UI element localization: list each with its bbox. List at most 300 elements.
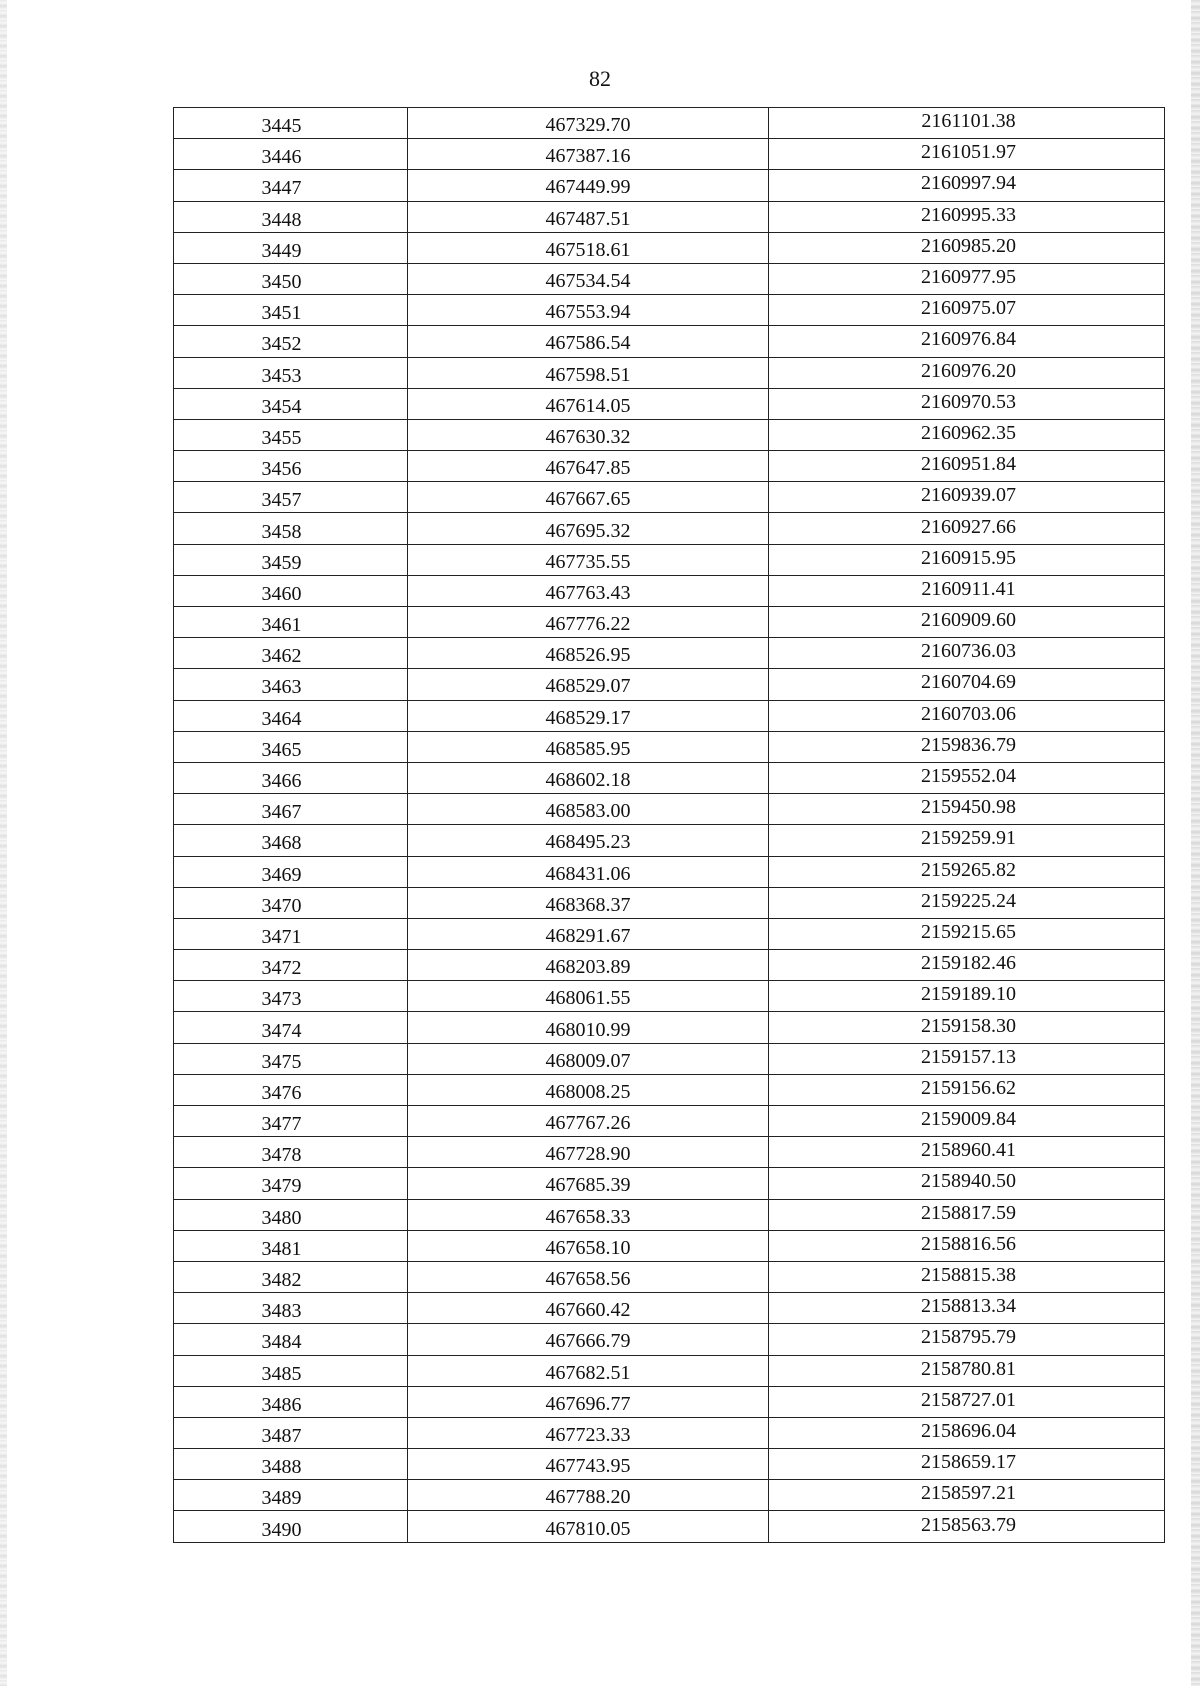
point-id-cell-text: 3464 [261, 707, 302, 730]
y-coordinate-cell-text: 2159189.10 [921, 983, 1016, 1006]
point-id-cell-text: 3462 [261, 645, 302, 668]
y-coordinate-cell-text: 2159259.91 [921, 827, 1016, 850]
table-row [174, 108, 1165, 139]
y-coordinate-cell [769, 918, 1165, 949]
x-coordinate-cell-text: 467788.20 [545, 1486, 631, 1509]
x-coordinate-cell [408, 263, 769, 294]
table-row [174, 887, 1165, 918]
x-coordinate-cell [408, 794, 769, 825]
y-coordinate-cell-text: 2159158.30 [921, 1014, 1016, 1037]
point-id-cell-text: 3474 [261, 1019, 302, 1042]
point-id-cell-text: 3458 [261, 520, 302, 543]
point-id-cell [174, 825, 408, 856]
y-coordinate-cell-text: 2160970.53 [921, 390, 1016, 413]
point-id-cell-text: 3472 [261, 957, 302, 980]
table-row [174, 1261, 1165, 1292]
y-coordinate-cell [769, 482, 1165, 513]
y-coordinate-cell-text: 2160997.94 [921, 172, 1016, 195]
y-coordinate-cell [769, 1012, 1165, 1043]
point-id-cell-text: 3480 [261, 1206, 302, 1229]
point-id-cell [174, 981, 408, 1012]
x-coordinate-cell-text: 467685.39 [545, 1174, 631, 1197]
y-coordinate-cell-text: 2158563.79 [921, 1513, 1016, 1536]
x-coordinate-cell-text: 467776.22 [545, 613, 631, 636]
point-id-cell [174, 139, 408, 170]
y-coordinate-cell [769, 388, 1165, 419]
y-coordinate-cell [769, 1043, 1165, 1074]
scan-edge-left [0, 0, 7, 1686]
point-id-cell [174, 1137, 408, 1168]
x-coordinate-cell [408, 731, 769, 762]
point-id-cell-text: 3447 [261, 177, 302, 200]
table-row [174, 825, 1165, 856]
table-row [174, 918, 1165, 949]
x-coordinate-cell [408, 1199, 769, 1230]
y-coordinate-cell [769, 1355, 1165, 1386]
point-id-cell [174, 794, 408, 825]
point-id-cell-text: 3475 [261, 1050, 302, 1073]
point-id-cell [174, 232, 408, 263]
x-coordinate-cell [408, 981, 769, 1012]
y-coordinate-cell-text: 2158696.04 [921, 1419, 1016, 1442]
y-coordinate-cell-text: 2159836.79 [921, 733, 1016, 756]
x-coordinate-cell-text: 467728.90 [545, 1143, 631, 1166]
point-id-cell-text: 3470 [261, 894, 302, 917]
y-coordinate-cell-text: 2160703.06 [921, 702, 1016, 725]
point-id-cell [174, 1230, 408, 1261]
point-id-cell-text: 3479 [261, 1175, 302, 1198]
y-coordinate-cell [769, 1417, 1165, 1448]
y-coordinate-cell [769, 295, 1165, 326]
y-coordinate-cell-text: 2160927.66 [921, 515, 1016, 538]
x-coordinate-cell-text: 468009.07 [545, 1049, 631, 1072]
point-id-cell [174, 1386, 408, 1417]
point-id-cell [174, 1511, 408, 1542]
y-coordinate-cell-text: 2160704.69 [921, 671, 1016, 694]
point-id-cell-text: 3485 [261, 1362, 302, 1385]
y-coordinate-cell [769, 544, 1165, 575]
point-id-cell [174, 1106, 408, 1137]
y-coordinate-cell-text: 2159009.84 [921, 1108, 1016, 1131]
table-row [174, 638, 1165, 669]
y-coordinate-cell-text: 2160915.95 [921, 546, 1016, 569]
y-coordinate-cell-text: 2158780.81 [921, 1357, 1016, 1380]
table-row [174, 1417, 1165, 1448]
x-coordinate-cell-text: 467630.32 [545, 425, 631, 448]
x-coordinate-cell [408, 170, 769, 201]
y-coordinate-cell-text: 2160736.03 [921, 640, 1016, 663]
y-coordinate-cell-text: 2158815.38 [921, 1264, 1016, 1287]
table-row [174, 1106, 1165, 1137]
y-coordinate-cell-text: 2159157.13 [921, 1045, 1016, 1068]
point-id-cell [174, 1043, 408, 1074]
table-row [174, 295, 1165, 326]
point-id-cell [174, 1355, 408, 1386]
point-id-cell [174, 1261, 408, 1292]
x-coordinate-cell [408, 201, 769, 232]
x-coordinate-cell [408, 950, 769, 981]
y-coordinate-cell [769, 887, 1165, 918]
y-coordinate-cell [769, 981, 1165, 1012]
table-row [174, 669, 1165, 700]
table-row [174, 1324, 1165, 1355]
point-id-cell [174, 887, 408, 918]
x-coordinate-cell [408, 856, 769, 887]
x-coordinate-cell-text: 467518.61 [545, 238, 631, 261]
x-coordinate-cell-text: 468529.07 [545, 675, 631, 698]
table-row [174, 1293, 1165, 1324]
x-coordinate-cell-text: 468602.18 [545, 769, 631, 792]
x-coordinate-cell [408, 607, 769, 638]
point-id-cell-text: 3457 [261, 489, 302, 512]
y-coordinate-cell [769, 607, 1165, 638]
y-coordinate-cell-text: 2158940.50 [921, 1170, 1016, 1193]
table-row [174, 1511, 1165, 1542]
y-coordinate-cell-text: 2161101.38 [921, 110, 1016, 133]
y-coordinate-cell-text: 2158795.79 [921, 1326, 1016, 1349]
x-coordinate-cell-text: 467660.42 [545, 1299, 631, 1322]
table-row [174, 700, 1165, 731]
table-row [174, 794, 1165, 825]
x-coordinate-cell [408, 482, 769, 513]
point-id-cell [174, 108, 408, 139]
y-coordinate-cell [769, 139, 1165, 170]
x-coordinate-cell [408, 1043, 769, 1074]
y-coordinate-cell [769, 1261, 1165, 1292]
x-coordinate-cell [408, 295, 769, 326]
table-row [174, 482, 1165, 513]
table-row [174, 201, 1165, 232]
y-coordinate-cell [769, 1511, 1165, 1542]
y-coordinate-cell-text: 2159265.82 [921, 858, 1016, 881]
x-coordinate-cell [408, 1230, 769, 1261]
point-id-cell-text: 3489 [261, 1487, 302, 1510]
y-coordinate-cell [769, 357, 1165, 388]
x-coordinate-cell [408, 762, 769, 793]
x-coordinate-cell-text: 468529.17 [545, 706, 631, 729]
point-id-cell [174, 575, 408, 606]
y-coordinate-cell-text: 2159225.24 [921, 889, 1016, 912]
x-coordinate-cell-text: 467767.26 [545, 1112, 631, 1135]
point-id-cell-text: 3477 [261, 1113, 302, 1136]
point-id-cell [174, 1199, 408, 1230]
point-id-cell [174, 388, 408, 419]
point-id-cell-text: 3467 [261, 801, 302, 824]
point-id-cell-text: 3487 [261, 1424, 302, 1447]
point-id-cell [174, 762, 408, 793]
y-coordinate-cell [769, 1230, 1165, 1261]
point-id-cell [174, 544, 408, 575]
point-id-cell-text: 3469 [261, 863, 302, 886]
point-id-cell-text: 3465 [261, 738, 302, 761]
x-coordinate-cell-text: 468203.89 [545, 956, 631, 979]
x-coordinate-cell [408, 887, 769, 918]
table-row [174, 1480, 1165, 1511]
table-row [174, 513, 1165, 544]
x-coordinate-cell-text: 468526.95 [545, 644, 631, 667]
table-row [174, 357, 1165, 388]
x-coordinate-cell-text: 467387.16 [545, 145, 631, 168]
point-id-cell [174, 1417, 408, 1448]
table-row [174, 1043, 1165, 1074]
point-id-cell-text: 3473 [261, 988, 302, 1011]
x-coordinate-cell-text: 468495.23 [545, 831, 631, 854]
x-coordinate-cell [408, 1449, 769, 1480]
table-row [174, 1355, 1165, 1386]
point-id-cell [174, 1074, 408, 1105]
x-coordinate-cell-text: 467723.33 [545, 1423, 631, 1446]
y-coordinate-cell [769, 108, 1165, 139]
x-coordinate-cell-text: 467329.70 [545, 114, 631, 137]
scan-edge-right [1191, 0, 1200, 1686]
table-row [174, 451, 1165, 482]
y-coordinate-cell-text: 2158817.59 [921, 1201, 1016, 1224]
table-row [174, 1168, 1165, 1199]
point-id-cell-text: 3483 [261, 1300, 302, 1323]
x-coordinate-cell-text: 467449.99 [545, 176, 631, 199]
y-coordinate-cell [769, 1324, 1165, 1355]
x-coordinate-cell-text: 467586.54 [545, 332, 631, 355]
point-id-cell-text: 3449 [261, 239, 302, 262]
x-coordinate-cell [408, 1324, 769, 1355]
page-number: 82 [589, 66, 611, 91]
y-coordinate-cell-text: 2161051.97 [921, 141, 1016, 164]
x-coordinate-cell [408, 575, 769, 606]
x-coordinate-cell [408, 326, 769, 357]
x-coordinate-cell-text: 467743.95 [545, 1455, 631, 1478]
point-id-cell [174, 326, 408, 357]
x-coordinate-cell [408, 1106, 769, 1137]
point-id-cell [174, 731, 408, 762]
x-coordinate-cell [408, 638, 769, 669]
point-id-cell-text: 3486 [261, 1393, 302, 1416]
point-id-cell [174, 1480, 408, 1511]
y-coordinate-cell-text: 2160995.33 [921, 203, 1016, 226]
x-coordinate-cell-text: 468431.06 [545, 862, 631, 885]
y-coordinate-cell-text: 2159450.98 [921, 796, 1016, 819]
x-coordinate-cell [408, 669, 769, 700]
point-id-cell [174, 607, 408, 638]
x-coordinate-cell [408, 1355, 769, 1386]
y-coordinate-cell [769, 731, 1165, 762]
x-coordinate-cell [408, 544, 769, 575]
point-id-cell-text: 3466 [261, 770, 302, 793]
table-row [174, 1074, 1165, 1105]
y-coordinate-cell-text: 2160909.60 [921, 609, 1016, 632]
y-coordinate-cell-text: 2160951.84 [921, 453, 1016, 476]
point-id-cell-text: 3445 [261, 115, 302, 138]
y-coordinate-cell [769, 856, 1165, 887]
y-coordinate-cell [769, 513, 1165, 544]
y-coordinate-cell [769, 170, 1165, 201]
point-id-cell-text: 3452 [261, 333, 302, 356]
x-coordinate-cell-text: 467614.05 [545, 394, 631, 417]
y-coordinate-cell-text: 2159156.62 [921, 1076, 1016, 1099]
x-coordinate-cell-text: 467667.65 [545, 488, 631, 511]
y-coordinate-cell-text: 2160911.41 [921, 577, 1016, 600]
point-id-cell-text: 3454 [261, 395, 302, 418]
y-coordinate-cell-text: 2158659.17 [921, 1451, 1016, 1474]
point-id-cell [174, 1449, 408, 1480]
point-id-cell-text: 3484 [261, 1331, 302, 1354]
x-coordinate-cell-text: 467647.85 [545, 457, 631, 480]
table-row [174, 1449, 1165, 1480]
point-id-cell [174, 1168, 408, 1199]
x-coordinate-cell-text: 467658.56 [545, 1268, 631, 1291]
y-coordinate-cell [769, 232, 1165, 263]
y-coordinate-cell-text: 2159552.04 [921, 765, 1016, 788]
table-row [174, 1199, 1165, 1230]
y-coordinate-cell [769, 1449, 1165, 1480]
x-coordinate-cell-text: 468585.95 [545, 737, 631, 760]
table-row [174, 575, 1165, 606]
table-row [174, 544, 1165, 575]
table-row [174, 388, 1165, 419]
x-coordinate-cell-text: 467487.51 [545, 207, 631, 230]
table-row [174, 419, 1165, 450]
point-id-cell [174, 638, 408, 669]
x-coordinate-cell [408, 108, 769, 139]
x-coordinate-cell-text: 467666.79 [545, 1330, 631, 1353]
x-coordinate-cell [408, 513, 769, 544]
y-coordinate-cell-text: 2159215.65 [921, 920, 1016, 943]
point-id-cell-text: 3476 [261, 1081, 302, 1104]
point-id-cell [174, 1012, 408, 1043]
point-id-cell [174, 451, 408, 482]
x-coordinate-cell-text: 467696.77 [545, 1392, 631, 1415]
y-coordinate-cell [769, 326, 1165, 357]
x-coordinate-cell [408, 1261, 769, 1292]
point-id-cell [174, 1324, 408, 1355]
x-coordinate-cell-text: 467553.94 [545, 301, 631, 324]
y-coordinate-cell [769, 1386, 1165, 1417]
point-id-cell-text: 3446 [261, 146, 302, 169]
x-coordinate-cell [408, 1137, 769, 1168]
x-coordinate-cell-text: 467658.33 [545, 1205, 631, 1228]
table-row [174, 1137, 1165, 1168]
x-coordinate-cell-text: 468008.25 [545, 1080, 631, 1103]
point-id-cell-text: 3453 [261, 364, 302, 387]
point-id-cell-text: 3468 [261, 832, 302, 855]
point-id-cell [174, 482, 408, 513]
y-coordinate-cell [769, 575, 1165, 606]
x-coordinate-cell [408, 1511, 769, 1542]
table-row [174, 1012, 1165, 1043]
y-coordinate-cell-text: 2160939.07 [921, 484, 1016, 507]
y-coordinate-cell [769, 419, 1165, 450]
point-id-cell [174, 170, 408, 201]
y-coordinate-cell [769, 1074, 1165, 1105]
x-coordinate-cell [408, 700, 769, 731]
table-row [174, 950, 1165, 981]
x-coordinate-cell-text: 467534.54 [545, 270, 631, 293]
y-coordinate-cell-text: 2158960.41 [921, 1139, 1016, 1162]
y-coordinate-cell [769, 1168, 1165, 1199]
x-coordinate-cell [408, 825, 769, 856]
table-row [174, 139, 1165, 170]
point-id-cell-text: 3488 [261, 1456, 302, 1479]
coordinate-table-body [174, 108, 1165, 1543]
x-coordinate-cell [408, 357, 769, 388]
table-row [174, 1386, 1165, 1417]
x-coordinate-cell-text: 467735.55 [545, 550, 631, 573]
point-id-cell-text: 3451 [261, 302, 302, 325]
y-coordinate-cell [769, 1106, 1165, 1137]
point-id-cell-text: 3460 [261, 582, 302, 605]
table-row [174, 326, 1165, 357]
y-coordinate-cell-text: 2158727.01 [921, 1388, 1016, 1411]
x-coordinate-cell-text: 467682.51 [545, 1361, 631, 1384]
table-row [174, 170, 1165, 201]
x-coordinate-cell [408, 419, 769, 450]
y-coordinate-cell-text: 2158816.56 [921, 1232, 1016, 1255]
point-id-cell [174, 357, 408, 388]
x-coordinate-cell [408, 139, 769, 170]
y-coordinate-cell [769, 1293, 1165, 1324]
y-coordinate-cell [769, 700, 1165, 731]
point-id-cell-text: 3471 [261, 925, 302, 948]
y-coordinate-cell-text: 2160977.95 [921, 266, 1016, 289]
y-coordinate-cell [769, 950, 1165, 981]
point-id-cell-text: 3461 [261, 614, 302, 637]
x-coordinate-cell [408, 451, 769, 482]
y-coordinate-cell [769, 794, 1165, 825]
table-row [174, 607, 1165, 638]
point-id-cell-text: 3481 [261, 1237, 302, 1260]
x-coordinate-cell-text: 468010.99 [545, 1018, 631, 1041]
y-coordinate-cell-text: 2160975.07 [921, 297, 1016, 320]
table-row [174, 981, 1165, 1012]
point-id-cell [174, 950, 408, 981]
point-id-cell [174, 856, 408, 887]
x-coordinate-cell [408, 1012, 769, 1043]
point-id-cell-text: 3456 [261, 458, 302, 481]
point-id-cell [174, 419, 408, 450]
point-id-cell-text: 3463 [261, 676, 302, 699]
table-row [174, 1230, 1165, 1261]
y-coordinate-cell [769, 263, 1165, 294]
x-coordinate-cell [408, 1417, 769, 1448]
point-id-cell [174, 295, 408, 326]
y-coordinate-cell [769, 1137, 1165, 1168]
point-id-cell [174, 669, 408, 700]
y-coordinate-cell-text: 2158597.21 [921, 1482, 1016, 1505]
x-coordinate-cell-text: 468583.00 [545, 800, 631, 823]
x-coordinate-cell-text: 468291.67 [545, 924, 631, 947]
y-coordinate-cell [769, 669, 1165, 700]
point-id-cell [174, 1293, 408, 1324]
x-coordinate-cell [408, 918, 769, 949]
point-id-cell-text: 3490 [261, 1518, 302, 1541]
x-coordinate-cell-text: 467763.43 [545, 581, 631, 604]
y-coordinate-cell-text: 2160985.20 [921, 234, 1016, 257]
y-coordinate-cell-text: 2160962.35 [921, 421, 1016, 444]
x-coordinate-cell [408, 1168, 769, 1199]
x-coordinate-cell-text: 467695.32 [545, 519, 631, 542]
x-coordinate-cell-text: 467810.05 [545, 1517, 631, 1540]
x-coordinate-cell [408, 1074, 769, 1105]
table-row [174, 762, 1165, 793]
x-coordinate-cell-text: 467658.10 [545, 1236, 631, 1259]
y-coordinate-cell [769, 451, 1165, 482]
y-coordinate-cell [769, 1199, 1165, 1230]
point-id-cell [174, 513, 408, 544]
table-row [174, 731, 1165, 762]
point-id-cell-text: 3450 [261, 271, 302, 294]
y-coordinate-cell [769, 638, 1165, 669]
y-coordinate-cell-text: 2160976.20 [921, 359, 1016, 382]
table-row [174, 856, 1165, 887]
